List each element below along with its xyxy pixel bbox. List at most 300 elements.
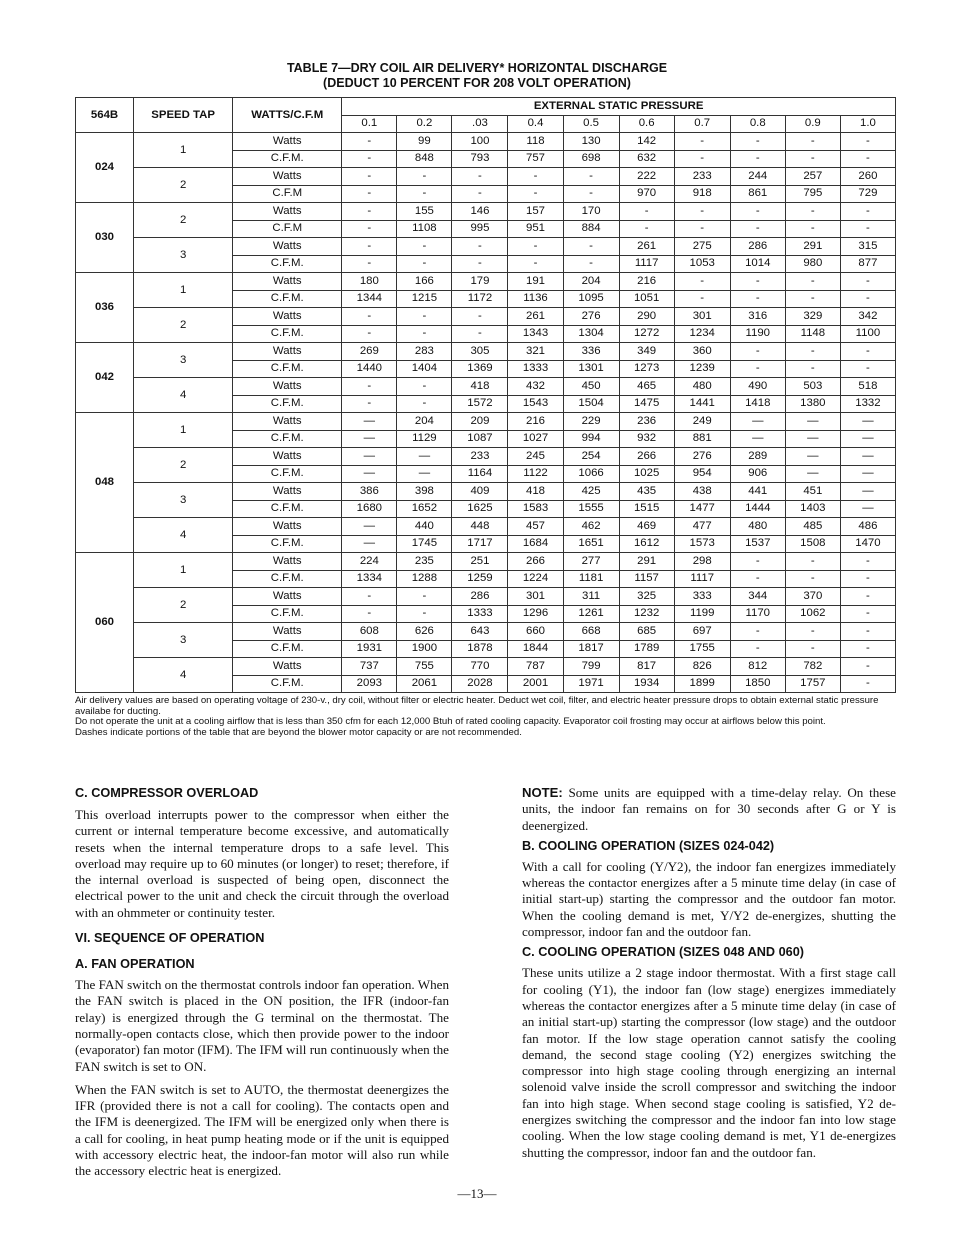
measure-label-cell: C.F.M. (233, 360, 342, 378)
value-cell: 1181 (563, 570, 619, 588)
value-cell: - (674, 290, 730, 308)
value-cell: 1100 (840, 325, 895, 343)
value-cell: 1136 (508, 290, 563, 308)
value-cell: - (342, 220, 397, 238)
value-cell: 503 (785, 378, 840, 396)
value-cell: 1625 (452, 500, 508, 518)
value-cell: - (840, 133, 895, 151)
value-cell: 1470 (840, 535, 895, 553)
table-title-line-1: TABLE 7—DRY COIL AIR DELIVERY* HORIZONTAL DISCHARGE (286, 61, 668, 75)
value-cell: 1304 (563, 325, 619, 343)
value-cell: 298 (674, 553, 730, 571)
value-cell: 848 (397, 150, 452, 168)
value-cell: 276 (674, 448, 730, 466)
measure-label-cell: C.F.M. (233, 500, 342, 518)
measure-label-cell: Watts (233, 658, 342, 676)
value-cell: 1014 (730, 255, 785, 273)
value-cell: 643 (452, 623, 508, 641)
value-cell: 276 (563, 308, 619, 326)
value-cell: 204 (563, 273, 619, 291)
table-row (76, 553, 896, 571)
speed-tap-cell: 4 (134, 518, 233, 553)
value-cell: - (840, 220, 895, 238)
value-cell: - (397, 168, 452, 186)
value-cell: 1066 (563, 465, 619, 483)
fan-operation-heading: A. FAN OPERATION (75, 957, 195, 972)
value-cell: 286 (730, 238, 785, 256)
value-cell: - (730, 570, 785, 588)
measure-label-cell: Watts (233, 413, 342, 431)
measure-label-cell: C.F.M (233, 220, 342, 238)
value-cell: - (674, 220, 730, 238)
value-cell: 462 (563, 518, 619, 536)
value-cell: 245 (508, 448, 563, 466)
value-cell: 222 (619, 168, 674, 186)
value-cell: - (840, 273, 895, 291)
value-cell: 1273 (619, 360, 674, 378)
value-cell: - (674, 133, 730, 151)
value-cell: - (619, 203, 674, 221)
measure-label-cell: C.F.M. (233, 150, 342, 168)
value-cell: 970 (619, 185, 674, 203)
table-row (76, 238, 896, 256)
speed-tap-cell: 4 (134, 658, 233, 693)
value-cell: 884 (563, 220, 619, 238)
value-cell: - (342, 255, 397, 273)
value-cell: 1170 (730, 605, 785, 623)
value-cell: 457 (508, 518, 563, 536)
value-cell: 2061 (397, 675, 452, 693)
value-cell: - (785, 553, 840, 571)
value-cell: 100 (452, 133, 508, 151)
value-cell: — (840, 413, 895, 431)
measure-label-cell: C.F.M (233, 185, 342, 203)
value-cell: 315 (840, 238, 895, 256)
fan-operation-text-2: When the FAN switch is set to AUTO, the thermostat deenergizes the IFR (provided there is not a call for cooling). The contacts open and the IFM is deenergized. The IFM will be energized only when there is a call for cooling, in heat pump heating mode or if the unit is equipped with accessory electric heat, the indoor-fan motor will also run while the accessory electric heat is energized. (75, 1081, 449, 1179)
value-cell: - (840, 553, 895, 571)
measure-label-cell: C.F.M. (233, 325, 342, 343)
value-cell: - (508, 168, 563, 186)
measure-label-cell: Watts (233, 553, 342, 571)
value-cell: — (840, 465, 895, 483)
value-cell: - (785, 570, 840, 588)
header-pressure-cell: 0.8 (730, 115, 785, 133)
value-cell: 305 (452, 343, 508, 361)
fan-operation-text-1: The FAN switch on the thermostat controls indoor fan operation. When the FAN switch is placed in the ON position, the IFR (indoor-fan relay) is energized through the G terminal on the thermostat. The normally-open contacts close, which then provide power to the indoor (evaporator) fan motor (IFM). The IFM will run continuously when the FAN switch is set to ON. (75, 977, 449, 1074)
value-cell: — (840, 430, 895, 448)
value-cell: 1333 (452, 605, 508, 623)
value-cell: 951 (508, 220, 563, 238)
page-number: —13— (457, 1186, 497, 1201)
measure-label-cell: C.F.M. (233, 570, 342, 588)
value-cell: 1931 (342, 640, 397, 658)
value-cell: 325 (619, 588, 674, 606)
value-cell: 180 (342, 273, 397, 291)
value-cell: 995 (452, 220, 508, 238)
speed-tap-cell: 1 (134, 553, 233, 588)
value-cell: 861 (730, 185, 785, 203)
value-cell: - (397, 185, 452, 203)
value-cell: - (785, 640, 840, 658)
value-cell: - (397, 238, 452, 256)
value-cell: — (785, 413, 840, 431)
header-pressure-cell: 0.7 (674, 115, 730, 133)
value-cell: 1108 (397, 220, 452, 238)
value-cell: - (674, 150, 730, 168)
value-cell: - (840, 605, 895, 623)
value-cell: 236 (619, 413, 674, 431)
value-cell: - (563, 168, 619, 186)
value-cell: 441 (730, 483, 785, 501)
value-cell: - (730, 553, 785, 571)
table-row (76, 483, 896, 501)
value-cell: 1148 (785, 325, 840, 343)
value-cell: - (342, 325, 397, 343)
value-cell: 155 (397, 203, 452, 221)
value-cell: 251 (452, 553, 508, 571)
value-cell: 1850 (730, 675, 785, 693)
value-cell: 257 (785, 168, 840, 186)
value-cell: 1475 (619, 395, 674, 413)
value-cell: 1369 (452, 360, 508, 378)
value-cell: 301 (508, 588, 563, 606)
table-row (76, 448, 896, 466)
value-cell: - (730, 623, 785, 641)
model-cell: 048 (76, 413, 134, 553)
value-cell: 1027 (508, 430, 563, 448)
value-cell: 349 (619, 343, 674, 361)
value-cell: 266 (508, 553, 563, 571)
value-cell: 360 (674, 343, 730, 361)
value-cell: - (452, 255, 508, 273)
value-cell: 518 (840, 378, 895, 396)
value-cell: 191 (508, 273, 563, 291)
value-cell: 486 (840, 518, 895, 536)
measure-label-cell: Watts (233, 483, 342, 501)
measure-label-cell: Watts (233, 238, 342, 256)
value-cell: 1441 (674, 395, 730, 413)
header-model: 564B (76, 98, 134, 133)
value-cell: 1745 (397, 535, 452, 553)
value-cell: - (342, 588, 397, 606)
value-cell: 1757 (785, 675, 840, 693)
value-cell: 994 (563, 430, 619, 448)
value-cell: 336 (563, 343, 619, 361)
measure-label-cell: Watts (233, 133, 342, 151)
measure-label-cell: C.F.M. (233, 675, 342, 693)
value-cell: - (730, 203, 785, 221)
value-cell: 1087 (452, 430, 508, 448)
compressor-overload-text: This overload interrupts power to the compressor when either the current or internal temperature become excessive, and automatically resets when the internal temperature drops to a safe level. This overload may require up to 60 minutes (or longer) to reset; therefore, if the internal overload is suspected of being open, disconnect the electrical power to the unit and check the circuit through the overload with an ohmmeter or continuity tester. (75, 807, 449, 920)
value-cell: 660 (508, 623, 563, 641)
value-cell: - (342, 378, 397, 396)
speed-tap-cell: 1 (134, 413, 233, 448)
value-cell: 1971 (563, 675, 619, 693)
time-delay-note (522, 785, 896, 834)
value-cell: 954 (674, 465, 730, 483)
value-cell: 877 (840, 255, 895, 273)
value-cell: - (342, 605, 397, 623)
value-cell: - (508, 185, 563, 203)
value-cell: — (342, 465, 397, 483)
value-cell: 626 (397, 623, 452, 641)
value-cell: 1288 (397, 570, 452, 588)
model-cell: 024 (76, 133, 134, 203)
value-cell: - (785, 360, 840, 378)
value-cell: — (397, 465, 452, 483)
value-cell: 729 (840, 185, 895, 203)
value-cell: 321 (508, 343, 563, 361)
table-title (0, 61, 954, 91)
value-cell: - (840, 640, 895, 658)
value-cell: 235 (397, 553, 452, 571)
header-pressure-cell: 1.0 (840, 115, 895, 133)
value-cell: - (785, 133, 840, 151)
value-cell: 881 (674, 430, 730, 448)
measure-label-cell: Watts (233, 343, 342, 361)
table-row (76, 273, 896, 291)
value-cell: 386 (342, 483, 397, 501)
value-cell: — (730, 430, 785, 448)
value-cell: 1296 (508, 605, 563, 623)
value-cell: - (674, 273, 730, 291)
measure-label-cell: C.F.M. (233, 640, 342, 658)
value-cell: - (730, 133, 785, 151)
value-cell: 1440 (342, 360, 397, 378)
value-cell: 244 (730, 168, 785, 186)
value-cell: 698 (563, 150, 619, 168)
footnote-dashes: Dashes indicate portions of the table that are beyond the blower motor capacity or are not recommended. (75, 726, 522, 738)
value-cell: 1172 (452, 290, 508, 308)
value-cell: — (342, 430, 397, 448)
value-cell: 668 (563, 623, 619, 641)
header-watts-cfm: WATTS/C.F.M (233, 98, 342, 133)
value-cell: - (342, 203, 397, 221)
value-cell: 770 (452, 658, 508, 676)
value-cell: 448 (452, 518, 508, 536)
value-cell: 787 (508, 658, 563, 676)
value-cell: 1301 (563, 360, 619, 378)
table-row (76, 133, 896, 151)
value-cell: 254 (563, 448, 619, 466)
header-pressure-cell: 0.1 (342, 115, 397, 133)
value-cell: 1684 (508, 535, 563, 553)
value-cell: 2093 (342, 675, 397, 693)
footnote-air-delivery: Air delivery values are based on operating voltage of 230-v., dry coil, without filter or electric heater. Deduct wet coil, filter, and electric heater pressure drops to obtain external static pressure availabe for ducting. (75, 695, 879, 717)
header-pressure-cell: 0.2 (397, 115, 452, 133)
value-cell: 1789 (619, 640, 674, 658)
value-cell: 438 (674, 483, 730, 501)
value-cell: 980 (785, 255, 840, 273)
header-pressure-cell: 0.4 (508, 115, 563, 133)
value-cell: - (563, 255, 619, 273)
value-cell: 793 (452, 150, 508, 168)
speed-tap-cell: 3 (134, 238, 233, 273)
value-cell: - (730, 360, 785, 378)
value-cell: 146 (452, 203, 508, 221)
left-column (75, 785, 449, 1180)
speed-tap-cell: 2 (134, 588, 233, 623)
table-row (76, 378, 896, 396)
table-row (76, 413, 896, 431)
value-cell: 1232 (619, 605, 674, 623)
value-cell: - (730, 640, 785, 658)
value-cell: 333 (674, 588, 730, 606)
compressor-overload-heading: C. COMPRESSOR OVERLOAD (75, 786, 259, 800)
value-cell: 1025 (619, 465, 674, 483)
cooling-operation-024-042-text: With a call for cooling (Y/Y2), the indoor fan energizes immediately whereas the contactor energizes after a 5 minute time delay (in case of initial start-up) starting the compressor and the outdoor fan motor. When the cooling demand is met, Y/Y2 de-energizes, shutting the compressor, indoor fan and the outdoor fan. (522, 858, 896, 940)
value-cell: - (397, 588, 452, 606)
value-cell: 812 (730, 658, 785, 676)
value-cell: 311 (563, 588, 619, 606)
value-cell: 1380 (785, 395, 840, 413)
value-cell: 477 (674, 518, 730, 536)
value-cell: - (397, 308, 452, 326)
speed-tap-cell: 3 (134, 343, 233, 378)
value-cell: 1899 (674, 675, 730, 693)
value-cell: 1117 (619, 255, 674, 273)
value-cell: 204 (397, 413, 452, 431)
header-external-static-pressure: EXTERNAL STATIC PRESSURE (342, 98, 896, 116)
value-cell: - (342, 168, 397, 186)
speed-tap-cell: 4 (134, 378, 233, 413)
value-cell: - (840, 150, 895, 168)
table-row (76, 518, 896, 536)
value-cell: 261 (619, 238, 674, 256)
header-pressure-cell: 0.6 (619, 115, 674, 133)
value-cell: 157 (508, 203, 563, 221)
value-cell: 737 (342, 658, 397, 676)
value-cell: 329 (785, 308, 840, 326)
measure-label-cell: Watts (233, 203, 342, 221)
measure-label-cell: Watts (233, 623, 342, 641)
value-cell: - (840, 623, 895, 641)
cooling-operation-048-060-heading: C. COOLING OPERATION (SIZES 048 AND 060) (522, 945, 804, 960)
value-cell: 1215 (397, 290, 452, 308)
speed-tap-cell: 3 (134, 483, 233, 518)
value-cell: - (452, 185, 508, 203)
cooling-operation-048-060-text: These units utilize a 2 stage indoor thermostat. With a first stage call for cooling (Y1), the indoor fan (low stage) energizes immediately whereas the contactor energizes after a 5 minute time delay (in case of an initial start-up) starting the compressor (low stage) and the outdoor fan motor. If the low stage operation cannot satisfy the cooling demand, the second stage cooling (Y2) energizes switching the compressor into high stage cooling through energizing an internal solenoid valve inside the scroll compressor and switching the indoor fan into high stage. When second stage cooling is satisfied, Y2 de-energizes switching the compressor and the indoor fan into low stage cooling. When the low stage cooling demand is met, Y1 de-energizes shutting the compressor, indoor fan and the outdoor fan. (522, 965, 896, 1160)
value-cell: 799 (563, 658, 619, 676)
value-cell: 301 (674, 308, 730, 326)
value-cell: 1053 (674, 255, 730, 273)
value-cell: - (342, 395, 397, 413)
value-cell: - (785, 343, 840, 361)
value-cell: - (508, 238, 563, 256)
value-cell: - (785, 290, 840, 308)
table-row (76, 588, 896, 606)
value-cell: 260 (840, 168, 895, 186)
table-footnotes (75, 696, 897, 738)
value-cell: 1062 (785, 605, 840, 623)
value-cell: 817 (619, 658, 674, 676)
value-cell: — (840, 448, 895, 466)
value-cell: 451 (785, 483, 840, 501)
value-cell: 418 (508, 483, 563, 501)
value-cell: - (563, 238, 619, 256)
speed-tap-cell: 2 (134, 448, 233, 483)
value-cell: - (342, 238, 397, 256)
value-cell: 229 (563, 413, 619, 431)
value-cell: — (785, 465, 840, 483)
value-cell: - (508, 255, 563, 273)
value-cell: 1117 (674, 570, 730, 588)
value-cell: 166 (397, 273, 452, 291)
measure-label-cell: Watts (233, 378, 342, 396)
model-cell: 036 (76, 273, 134, 343)
model-cell: 042 (76, 343, 134, 413)
table-row (76, 343, 896, 361)
value-cell: 2001 (508, 675, 563, 693)
value-cell: 1344 (342, 290, 397, 308)
speed-tap-cell: 2 (134, 203, 233, 238)
speed-tap-cell: 2 (134, 168, 233, 203)
value-cell: — (785, 448, 840, 466)
value-cell: 432 (508, 378, 563, 396)
value-cell: 906 (730, 465, 785, 483)
measure-label-cell: C.F.M. (233, 535, 342, 553)
value-cell: 290 (619, 308, 674, 326)
table-row (76, 168, 896, 186)
value-cell: 1515 (619, 500, 674, 518)
value-cell: - (840, 658, 895, 676)
value-cell: 826 (674, 658, 730, 676)
value-cell: - (840, 588, 895, 606)
value-cell: 1418 (730, 395, 785, 413)
value-cell: 409 (452, 483, 508, 501)
value-cell: 1444 (730, 500, 785, 518)
model-cell: 060 (76, 553, 134, 693)
value-cell: - (730, 343, 785, 361)
table-row (76, 623, 896, 641)
value-cell: 1508 (785, 535, 840, 553)
value-cell: - (785, 273, 840, 291)
measure-label-cell: Watts (233, 273, 342, 291)
value-cell: 170 (563, 203, 619, 221)
value-cell: 1612 (619, 535, 674, 553)
value-cell: 209 (452, 413, 508, 431)
header-pressure-cell: 0.5 (563, 115, 619, 133)
header-speed-tap: SPEED TAP (134, 98, 233, 133)
value-cell: 233 (452, 448, 508, 466)
right-column (522, 785, 896, 1161)
value-cell: - (785, 623, 840, 641)
header-pressure-cell: 0.9 (785, 115, 840, 133)
value-cell: 1652 (397, 500, 452, 518)
value-cell: 1224 (508, 570, 563, 588)
value-cell: 344 (730, 588, 785, 606)
value-cell: 632 (619, 150, 674, 168)
value-cell: 1239 (674, 360, 730, 378)
value-cell: 216 (508, 413, 563, 431)
value-cell: 440 (397, 518, 452, 536)
value-cell: 224 (342, 553, 397, 571)
value-cell: 1755 (674, 640, 730, 658)
value-cell: 1122 (508, 465, 563, 483)
value-cell: — (342, 448, 397, 466)
value-cell: 370 (785, 588, 840, 606)
speed-tap-cell: 1 (134, 273, 233, 308)
value-cell: 1259 (452, 570, 508, 588)
value-cell: - (674, 203, 730, 221)
value-cell: - (785, 220, 840, 238)
value-cell: 1234 (674, 325, 730, 343)
value-cell: 918 (674, 185, 730, 203)
value-cell: 283 (397, 343, 452, 361)
speed-tap-cell: 2 (134, 308, 233, 343)
value-cell: 1717 (452, 535, 508, 553)
measure-label-cell: C.F.M. (233, 430, 342, 448)
